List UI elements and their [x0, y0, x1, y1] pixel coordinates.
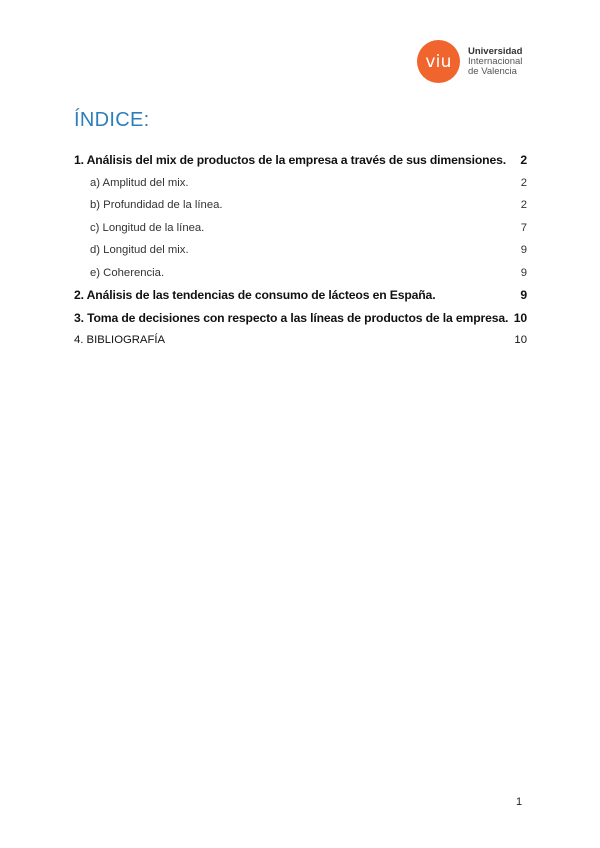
toc-entry-label: a) Amplitud del mix. — [90, 176, 189, 189]
toc-entry-page: 2 — [520, 153, 527, 167]
logo-wordmark — [468, 47, 522, 77]
toc-entry[interactable] — [74, 172, 527, 195]
toc-entry-page: 10 — [513, 310, 527, 325]
toc-entry-page: 9 — [520, 244, 527, 256]
toc-entry-page: 9 — [520, 266, 527, 279]
toc-entry[interactable] — [74, 194, 527, 217]
logo-line-1: Universidad — [468, 45, 523, 57]
page-number: 1 — [516, 796, 523, 808]
toc-entry[interactable] — [74, 149, 527, 172]
toc-entry[interactable] — [74, 262, 527, 285]
toc-entry-page: 10 — [514, 334, 527, 346]
page-title: ÍNDICE: — [74, 109, 150, 131]
toc-entry-page: 9 — [520, 288, 527, 302]
logo-line-2: Internacional — [468, 55, 523, 67]
toc-entry-label: 2. Análisis de las tendencias de consumo de lácteos en España. — [74, 288, 436, 302]
toc-entry-page: 7 — [520, 221, 527, 234]
toc-entry-label: e) Coherencia. — [90, 266, 165, 279]
toc-entry-label: b) Profundidad de la línea. — [90, 199, 223, 211]
toc-entry[interactable] — [74, 307, 527, 330]
toc-entry-label: d) Longitud del mix. — [90, 244, 189, 256]
toc-entry-label: 3. Toma de decisiones con respecto a las líneas de productos de la empresa. — [74, 310, 509, 325]
toc-entry-label: 4. BIBLIOGRAFÍA — [74, 334, 166, 346]
viu-logo-mark: viu — [417, 40, 460, 83]
toc-entry-page: 2 — [520, 176, 527, 189]
toc-entry[interactable] — [74, 329, 527, 352]
toc-entry-label: c) Longitud de la línea. — [90, 221, 205, 234]
toc-entry[interactable] — [74, 284, 527, 307]
toc-entry-label: 1. Análisis del mix de productos de la empresa a través de sus dimensiones. — [74, 153, 506, 167]
university-logo — [417, 40, 522, 83]
table-of-contents — [74, 149, 527, 352]
toc-entry[interactable] — [74, 217, 527, 240]
toc-entry-page: 2 — [520, 199, 527, 211]
toc-entry[interactable] — [74, 239, 527, 262]
logo-line-3: de Valencia — [468, 65, 517, 77]
